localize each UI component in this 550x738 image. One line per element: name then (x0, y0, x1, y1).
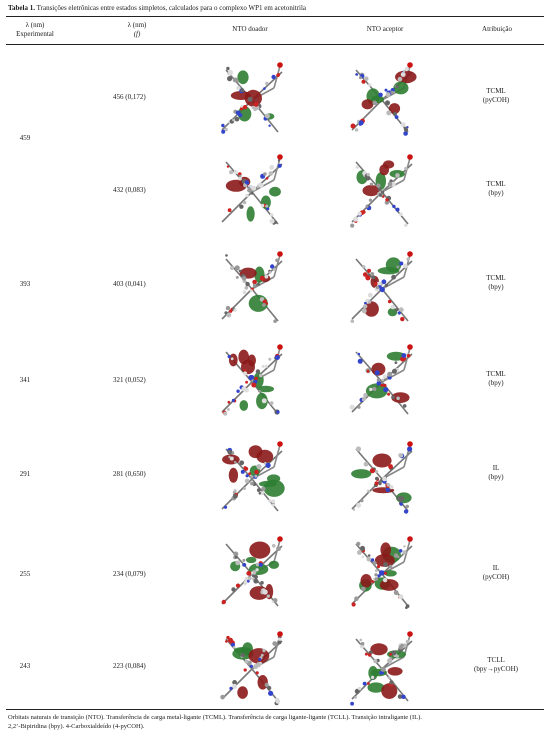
assignment (455, 87, 537, 105)
exp-value-merged: 459 (19, 134, 31, 142)
header-nto-donor: NTO doador (232, 25, 268, 33)
calc-value: 432 (0,083) (113, 186, 146, 194)
nto-acceptor-image (342, 437, 422, 519)
nto-acceptor-image (342, 150, 422, 232)
assignment (455, 564, 537, 582)
assignment-ligand: (bpy) (488, 189, 504, 197)
assignment-ligand: (pyCOH) (482, 573, 510, 581)
exp-value: 255 (19, 570, 31, 578)
nto-acceptor-image (342, 58, 422, 140)
header-assignment: Atribuição (482, 25, 512, 33)
nto-donor-image (212, 340, 292, 422)
calc-value: 281 (0,650) (113, 470, 146, 478)
caption-label: Tabela 1. (8, 4, 35, 12)
exp-value: 291 (19, 470, 31, 478)
assignment-type: TCML (486, 274, 506, 282)
nto-donor-image (212, 437, 292, 519)
table-footnote (8, 714, 544, 731)
nto-donor-image (212, 247, 292, 329)
exp-value: 243 (19, 662, 31, 670)
table-caption (8, 4, 306, 13)
assignment-ligand: (bpy) (488, 283, 504, 291)
assignment (455, 464, 537, 482)
nto-acceptor-image (342, 532, 422, 614)
nto-donor-image (212, 627, 292, 709)
assignment (455, 274, 537, 292)
nto-donor-image (212, 58, 292, 140)
assignment-type: TCML (486, 87, 506, 95)
assignment-ligand: (pyCOH) (482, 96, 510, 104)
calc-value: 234 (0,079) (113, 570, 146, 578)
assignment (455, 370, 537, 388)
nto-acceptor-image (342, 247, 422, 329)
calc-value: 403 (0,041) (113, 280, 146, 288)
assignment-type: TCML (486, 180, 506, 188)
exp-value: 341 (19, 376, 31, 384)
assignment-type: TCML (486, 370, 506, 378)
caption-text: Transições eletrônicas entre estados simpletos, calculados para o complexo WP1 em acetonitrila (36, 4, 307, 12)
assignment-type: TCLL (487, 656, 505, 664)
assignment-ligand: (bpy) (488, 379, 504, 387)
header-lambda-exp (10, 21, 60, 39)
footnote-line-2: 2,2’-Bipiridina (bpy). 4-Carboxialdeído (4-pyCOH). (8, 722, 145, 730)
calc-value: 223 (0,084) (113, 662, 146, 670)
header-lambda-calc-unit: λ (nm) (127, 21, 147, 29)
header-lambda-calc-f: (f) (133, 30, 141, 38)
assignment-ligand: (bpy→pyCOH) (474, 665, 518, 673)
nto-donor-image (212, 532, 292, 614)
calc-value: 456 (0,172) (113, 93, 146, 101)
exp-value: 393 (19, 280, 31, 288)
header-lambda-calc (112, 21, 162, 39)
header-lambda-exp-unit: λ (nm) (25, 21, 45, 29)
footnote-line-1: Orbitais naturais de transição (NTO). Transferência de carga metal-ligante (TCML). Transferência de carga ligante-ligante (TCLL). Transição intraligante (IL). (8, 714, 422, 721)
nto-acceptor-image (342, 340, 422, 422)
assignment (455, 180, 537, 198)
assignment-type: IL (492, 464, 500, 472)
header-bottom-rule (6, 44, 544, 45)
assignment (455, 656, 537, 674)
header-nto-acceptor: NTO aceptor (366, 25, 404, 33)
header-top-rule (6, 16, 544, 17)
header-lambda-exp-label: Experimental (16, 30, 54, 38)
nto-acceptor-image (342, 627, 422, 709)
table-bottom-rule (6, 709, 544, 710)
assignment-type: IL (492, 564, 500, 572)
assignment-ligand: (bpy) (488, 473, 504, 481)
calc-value: 321 (0,052) (113, 376, 146, 384)
nto-donor-image (212, 150, 292, 232)
